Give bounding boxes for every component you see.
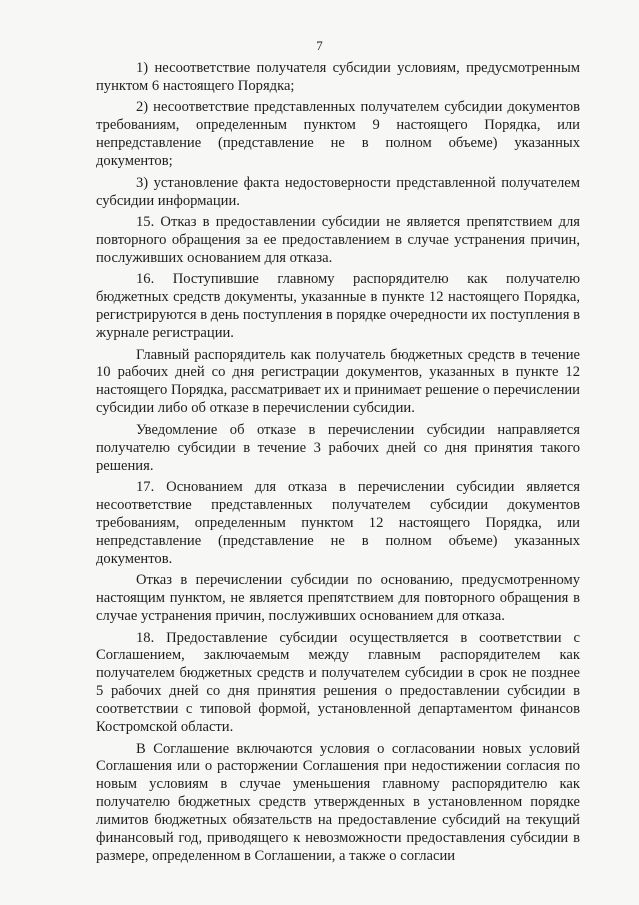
paragraph-15: 15. Отказ в предоставлении субсидии не является препятствием для повторного обращения за ее предоставлением в случае устранения причин, послуживших основанием для отказа.	[96, 214, 580, 266]
paragraph-17: 17. Основанием для отказа в перечислении субсидии является несоответствие представленных получателем субсидии документов требованиям, определенным пунктом 12 настоящего Порядка, или непредставление (представление не в полном объеме) указанных документов.	[96, 479, 580, 567]
paragraph-16: 16. Поступившие главному распорядителю как получателю бюджетных средств документы, указанные в пункте 12 настоящего Порядка, регистрируются в день поступления в порядке очередности их поступления в журнале регистрации.	[96, 271, 580, 342]
paragraph-16-review: Главный распорядитель как получатель бюджетных средств в течение 10 рабочих дней со дня регистрации документов, указанных в пункте 12 настоящего Порядка, рассматривает их и принимает решение о перечислении субсидии либо об отказе в перечислении субсидии.	[96, 346, 580, 417]
clause-1-nonconformity: 1) несоответствие получателя субсидии условиям, предусмотренным пунктом 6 настоящего Порядка;	[96, 60, 580, 94]
paragraph-18: 18. Предоставление субсидии осуществляется в соответствии с Соглашением, заключаемым между главным распорядителем как получателем бюджетных средств и получателем субсидии в срок не позднее 5 рабочих дней со дня принятия решения о предоставлении субсидии в соответствии с типовой формой, установленной департаментом финансов Костромской области.	[96, 629, 580, 736]
paragraph-17-refusal: Отказ в перечислении субсидии по основанию, предусмотренному настоящим пунктом, не является препятствием для повторного обращения в случае устранения причин, послуживших основанием для отказа.	[96, 572, 580, 625]
page-number: 7	[316, 38, 323, 53]
paragraph-16-notification: Уведомление об отказе в перечислении субсидии направляется получателю субсидии в течение 3 рабочих дней со дня принятия такого решения.	[96, 421, 580, 474]
document-body	[96, 60, 580, 870]
paragraph-18-agreement-terms: В Соглашение включаются условия о согласовании новых условий Соглашения или о расторжении Соглашения при недостижении согласия по новым условиям в случае уменьшения главному распорядителю как получателю бюджетных средств утвержденных в установленном порядке лимитов бюджетных обязательств на предоставление субсидий на текущий финансовый год, приводящего к невозможности предоставления субсидии в размере, определенном в Соглашении, а также о согласии	[96, 740, 580, 864]
clause-2-documents-nonconformity: 2) несоответствие представленных получателем субсидии документов требованиям, определенным пунктом 9 настоящего Порядка, или непредставление (представление не в полном объеме) указанных документов;	[96, 99, 580, 170]
clause-3-false-information: 3) установление факта недостоверности представленной получателем субсидии информации.	[96, 174, 580, 209]
